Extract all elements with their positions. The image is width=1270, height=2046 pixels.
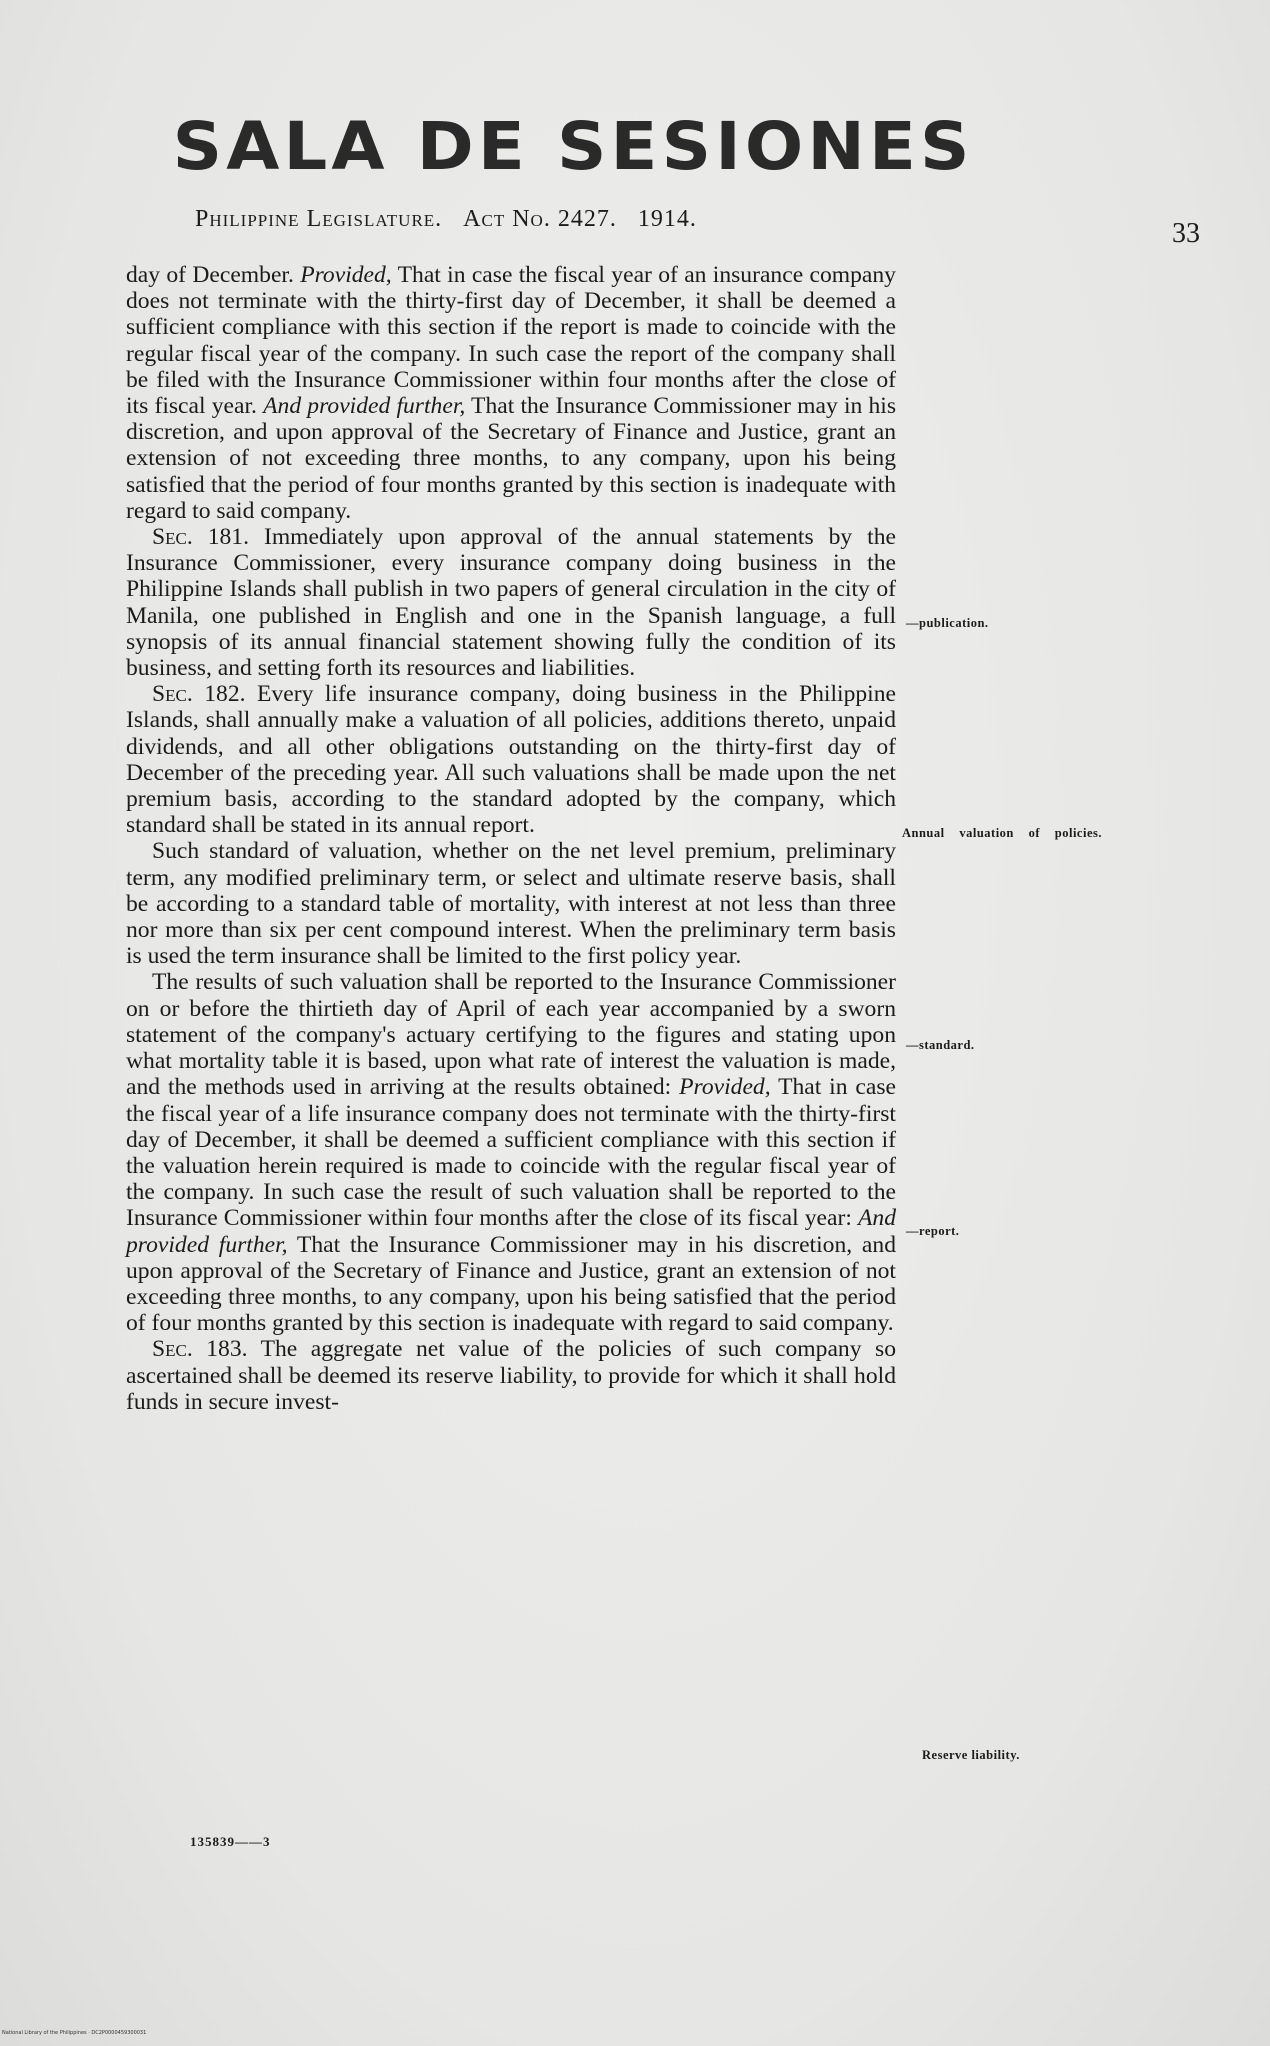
text-run: That the Insurance Commissioner may in his discretion, and upon approval of the Secretary of Finance and Justice, grant an extension of not exceeding three months, to any company, upon his being satisfied that the period of four months granted by this section is inadequate with regard to said company. [126,393,897,524]
text-run: Every life insurance company, doing business in the Philippine Islands, shall annually make a valuation of all policies, additions thereto, unpaid dividends, and all other obligations outstanding on the thirty-first day of December of the preceding year. All such valuations shall be made upon the net premium basis, according to the standard adopted by the company, which standard shall be stated in its annual report. [126,681,896,839]
paragraph-continuation [126,262,896,524]
paragraph-sec-183 [126,1336,896,1415]
section-number: Sec. 181. [152,524,249,551]
body-text [126,262,896,1415]
margin-note-standard: —standard. [906,1038,975,1052]
text-run: That the Insurance Commissioner may in his discretion, and upon approval of the Secretary of Finance and Justice, grant an extension of not exceeding three months, to any company, upon his being satisfied that the period of four months granted by this section is inadequate with regard to said company. [126,1231,896,1337]
header-legislature: Philippine Legislature. [195,206,443,232]
text-run: day of December. [126,262,301,288]
margin-note-reserve-liability: Reserve liability. [922,1748,1020,1762]
paragraph-standard [126,838,896,969]
text-run: That in case the fiscal year of a life insurance company does not terminate with the thirty-first day of December, it shall be deemed a sufficient compliance with this section if the valuation herein required is made to coincide with the regular fiscal year of the company. In such case the result of such valuation shall be reported to the Insurance Commissioner within four months after the close of its fiscal year: [126,1074,897,1232]
text-run: That in case the fiscal year of an insurance company does not terminate with the thirty-first day of December, it shall be deemed a sufficient compliance with this section if the report is made to coincide with the regular fiscal year of the company. In such case the report of the company shall be filed with the Insurance Commissioner within four months after the close of its fiscal year. [126,262,896,420]
proviso-italic: Provided, [300,262,392,288]
printer-signature: 135839——3 [190,1834,271,1849]
proviso-italic: And provided further, [126,1205,896,1258]
header-act: Act No. 2427. [463,206,617,232]
margin-note-annual-valuation: Annual valuation of policies. [902,826,1102,840]
margin-note-report: —report. [906,1224,960,1238]
running-header [195,206,697,233]
text-run: The results of such valuation shall be reported to the Insurance Commissioner on or before the thirtieth day of April of each year accompanied by a sworn statement of the company's actuary certifying to the figures and stating upon what mortality table it is based, upon what rate of interest the valuation is made, and the methods used in arriving at the results obtained: [126,969,896,1101]
paragraph-sec-181 [126,524,896,681]
text-run: Such standard of valuation, whether on the net level premium, preliminary term, any modified preliminary term, or select and ultimate reserve basis, shall be according to a standard table of mortality, with interest at not less than three nor more than six per cent compound interest. When the preliminary term basis is used the term insurance shall be limited to the first policy year. [126,838,896,970]
page-number: 33 [1172,218,1200,249]
header-year: 1914. [637,206,697,232]
scan-footer: National Library of the Philippines · DC2P0000459300031 [2,2030,147,2036]
section-number: Sec. 182. [152,681,246,708]
sala-de-sesiones-stamp: SALA DE SESIONES [172,108,974,185]
text-run: The aggregate net value of the policies of such company so ascertained shall be deemed its reserve liability, to provide for which it shall hold funds in secure invest- [126,1336,896,1415]
margin-note-publication: —publication. [906,616,989,630]
proviso-italic: Provided, [679,1074,771,1101]
paragraph-sec-182 [126,681,896,838]
proviso-italic: And provided further, [263,393,466,420]
text-run: Immediately upon approval of the annual statements by the Insurance Commissioner, every insurance company doing business in the Philippine Islands shall publish in two papers of general circulation in the city of Manila, one published in English and one in the Spanish language, a full synopsis of its annual financial statement showing fully the condition of its business, and setting forth its resources and liabilities. [126,524,896,682]
section-number: Sec. 183. [152,1336,248,1363]
paragraph-report [126,969,896,1336]
